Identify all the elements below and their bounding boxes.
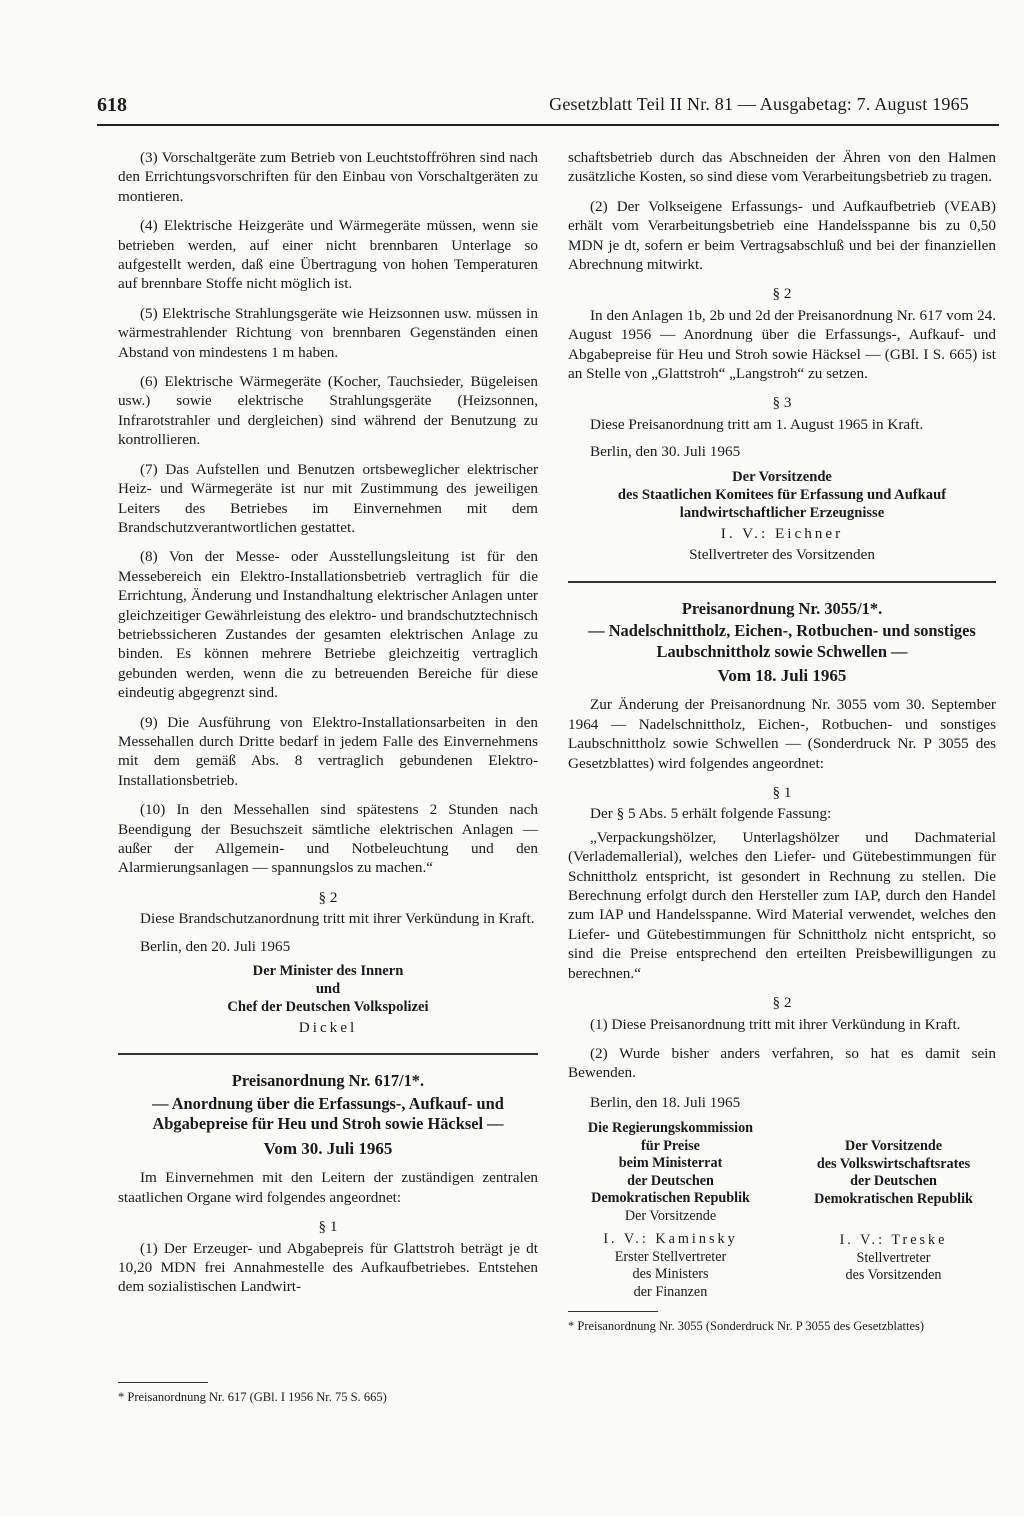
header-title: Gesetzblatt Teil II Nr. 81 — Ausgabetag: 7. August 1965 [549, 94, 969, 114]
sig-left-role-1: Erster Stellvertreter [614, 1248, 727, 1265]
section-2-paragraph-1: (1) Diese Preisanordnung tritt mit ihrer Verkündung in Kraft. [590, 1015, 961, 1033]
section-2-heading-b: § 2 [772, 994, 792, 1012]
paragraph-8: (8) Von der Messe- oder Ausstellungsleitung ist für den Messebereich ein Elektro-Installationsbetrieb vertraglich für die Errichtung, Änderung und Instandhaltung elektrischer Anlagen unter gleichzeitiger Gewährleistung des elektro- und brandschutztechnisch betriebssicheren Zustandes der gesamten elektrischen Anlage zu binden. Es können mehrere Betriebe gleichzeitig vertraglich gebunden werden, wenn die zu betreuenden Bereiche für diese eindeutig abgegrenzt sind. [118, 548, 538, 702]
sig-right-line-3: der Deutschen [850, 1173, 937, 1190]
footnote-rule [118, 1382, 208, 1383]
section-3-heading: § 3 [772, 394, 792, 412]
section-2-paragraph-2: (2) Wurde bisher anders verfahren, so hat es damit sein Bewenden. [568, 1044, 996, 1082]
signing-date: Berlin, den 20. Juli 1965 [140, 937, 291, 955]
sig-left-role-2: des Ministers [632, 1266, 709, 1283]
paragraph-9: (9) Die Ausführung von Elektro-Installationsarbeiten in den Messehallen durch Dritte bedarf in jedem Falle des Einvernehmens mit dem gemäß Abs. 8 vertraglich gebundenen Elektro-Installationsbetrieb. [118, 713, 538, 789]
section-1-heading: § 1 [772, 784, 792, 802]
sig-left-name: I. V.: Kaminsky [603, 1231, 738, 1248]
section-3-text: Diese Preisanordnung tritt am 1. August 1965 in Kraft. [590, 415, 924, 433]
section-2-text: In den Anlagen 1b, 2b und 2d der Preisanordnung Nr. 617 vom 24. August 1956 — Anordnung über die Erfassungs-, Aufkauf- und Abgabepreise für Heu und Stroh sowie Häcksel — (GBl. I S. 665) ist an Stelle von „Glattstroh“ „Langstroh“ zu setzen. [568, 306, 996, 383]
sig-right-name: I. V.: Treske [839, 1232, 948, 1249]
signature-block [568, 1120, 996, 1301]
signature-right [791, 1120, 996, 1301]
decree-intro: Zur Änderung der Preisanordnung Nr. 3055 vom 30. September 1964 — Nadelschnittholz, Eichen-, Rotbuchen- und sonstiges Laubschnittholz sowie Schwellen — (Sonderdruck Nr. P 3055 des Gesetzblattes) wird folgendes angeordnet: [568, 696, 996, 772]
page-number: 618 [97, 94, 127, 116]
left-column [118, 148, 538, 1307]
decree-title: Preisanordnung Nr. 3055/1*. [681, 598, 883, 618]
sig-left-line-1: Die Regierungskommission [587, 1120, 754, 1137]
signature-name: I. V.: Eichner [720, 524, 844, 542]
paragraph-4: (4) Elektrische Heizgeräte und Wärmegeräte müssen, wenn sie betrieben werden, auf einer nicht brennbaren Unterlage so aufgestellt werden, daß eine Übertragung von hohen Temperaturen auf brennbare Stoffe nicht möglich ist. [118, 217, 538, 293]
paragraph-6: (6) Elektrische Wärmegeräte (Kocher, Tauchsieder, Bügeleisen usw.) sowie elektrische Strahlungsgeräte (Heizsonnen, Infrarotstrahler und dergleichen) sind während der Benutzung zu kontrollieren. [118, 373, 538, 449]
paragraph-2: (2) Der Volkseigene Erfassungs- und Aufkaufbetrieb (VEAB) erhält vom Verarbeitungsbetrieb eine Handelsspanne bis zu 0,50 MDN je dt, sofern er beim Vertragsabschluß und bei der finanziellen Abrechnung mitwirkt. [568, 197, 996, 274]
signature-role: Stellvertreter des Vorsitzenden [689, 546, 875, 564]
section-1-heading: § 1 [318, 1218, 338, 1236]
header-rule [97, 124, 999, 126]
signature-line-2: und [315, 981, 341, 998]
section-divider [118, 1053, 538, 1055]
section-divider [568, 581, 996, 583]
section-2-text: Diese Brandschutzanordnung tritt mit ihrer Verkündung in Kraft. [140, 910, 535, 928]
decree-intro: Im Einvernehmen mit den Leitern der zuständigen zentralen staatlichen Organe wird folgendes angeordnet: [118, 1169, 538, 1206]
signature-line-3: landwirtschaftlicher Erzeugnisse [679, 504, 885, 521]
signature-line-1: Der Minister des Innern [252, 963, 404, 980]
footnote: * Preisanordnung Nr. 617 (GBl. I 1956 Nr. 75 S. 665) [118, 1390, 387, 1404]
section-1-text: Der § 5 Abs. 5 erhält folgende Fassung: [590, 805, 832, 823]
sig-left-line-3: beim Ministerrat [618, 1155, 723, 1172]
sig-left-line-2: für Preise [641, 1137, 700, 1154]
right-column [568, 148, 996, 1334]
paragraph-5: (5) Elektrische Strahlungsgeräte wie Heizsonnen usw. müssen in wärmestrahlender Richtung von brennbaren Gegenständen einen Abstand von mindestens 1 m haben. [118, 304, 538, 361]
decree-subtitle: — Nadelschnittholz, Eichen-, Rotbuchen- und sonstiges Laubschnittholz sowie Schwellen — [588, 621, 976, 661]
page-header [97, 88, 999, 128]
signing-date-2: Berlin, den 18. Juli 1965 [590, 1093, 741, 1111]
sig-left-role-3: der Finanzen [633, 1283, 708, 1300]
signing-date: Berlin, den 30. Juli 1965 [590, 443, 741, 461]
sig-right-line-2: des Volkswirtschaftsrates [816, 1155, 971, 1172]
signature-line-2: des Staatlichen Komitees für Erfassung und Aufkauf [617, 486, 947, 503]
sig-left-line-5: Demokratischen Republik [591, 1190, 750, 1207]
footnote: * Preisanordnung Nr. 3055 (Sonderdruck Nr. P 3055 des Gesetzblattes) [568, 1319, 925, 1334]
paragraph-10: (10) In den Messehallen sind spätestens 2 Stunden nach Beendigung der Besuchszeit sämtliche elektrischen Anlagen — außer der Allgemein- und Notbeleuchtung und den Alarmierungsanlagen — spannungslos zu machen.“ [118, 801, 538, 877]
signature-name: Dickel [298, 1019, 358, 1037]
decree-subtitle: — Anordnung über die Erfassungs-, Aufkauf- und Abgabepreise für Heu und Stroh sowie Häcksel — [152, 1093, 504, 1134]
sig-right-line-4: Demokratischen Republik [814, 1190, 973, 1207]
paragraph-3: (3) Vorschaltgeräte zum Betrieb von Leuchtstoffröhren sind nach den Errichtungsvorschriften für den Einbau von Vorschaltgeräten zu montieren. [118, 149, 538, 205]
signature-left [568, 1120, 773, 1301]
sig-right-line-1: Der Vorsitzende [844, 1138, 943, 1155]
section-2-heading: § 2 [318, 888, 338, 906]
section-1-quote: „Verpackungshölzer, Unterlagshölzer und Dachmaterial (Verlademallerial), welches den Liefer- und Gütebestimmungen für Schnittholz entspricht, ist gesondert in Rechnung zu stellen. Die Berechnung erfolgt durch den Hersteller zum IAP, durch den Handel zum IAP und Handelsspanne. Wird Material verwendet, welches den Liefer- und Gütebestimmungen für Schnittholz nicht entspricht, so sind die Preise entsprechend den erteilten Preisbewilligungen zu berechnen.“ [568, 828, 996, 982]
decree-date: Vom 30. Juli 1965 [263, 1138, 393, 1158]
sig-right-role-1: Stellvertreter [856, 1249, 931, 1266]
sig-left-line-6: Der Vorsitzende [624, 1207, 717, 1224]
signature-line-3: Chef der Deutschen Volkspolizei [227, 999, 429, 1016]
footnote-rule [568, 1311, 658, 1312]
section-1-paragraph-1: (1) Der Erzeuger- und Abgabepreis für Glattstroh beträgt je dt 10,20 MDN frei Annahmestelle des Aufkaufbetriebes. Entstehen dem sozialistischen Landwirt- [118, 1239, 538, 1296]
decree-date: Vom 18. Juli 1965 [717, 666, 847, 685]
left-footnote-area [118, 1372, 538, 1405]
sig-left-line-4: der Deutschen [627, 1172, 714, 1189]
decree-title: Preisanordnung Nr. 617/1*. [231, 1071, 425, 1091]
section-2-heading: § 2 [772, 285, 792, 303]
sig-right-role-2: des Vorsitzenden [845, 1267, 942, 1284]
signature-line-1: Der Vorsitzende [732, 468, 832, 485]
paragraph-7: (7) Das Aufstellen und Benutzen ortsbeweglicher elektrischer Heiz- und Wärmegeräte ist nur mit Zustimmung des jeweiligen Leiters des Betriebes im Einvernehmen mit dem Brandschutzverantwortlichen gestattet. [118, 460, 538, 536]
continued-paragraph: schaftsbetrieb durch das Abschneiden der Ähren von den Halmen zusätzliche Kosten, so sind diese vom Verarbeitungsbetrieb zu tragen. [568, 149, 996, 186]
